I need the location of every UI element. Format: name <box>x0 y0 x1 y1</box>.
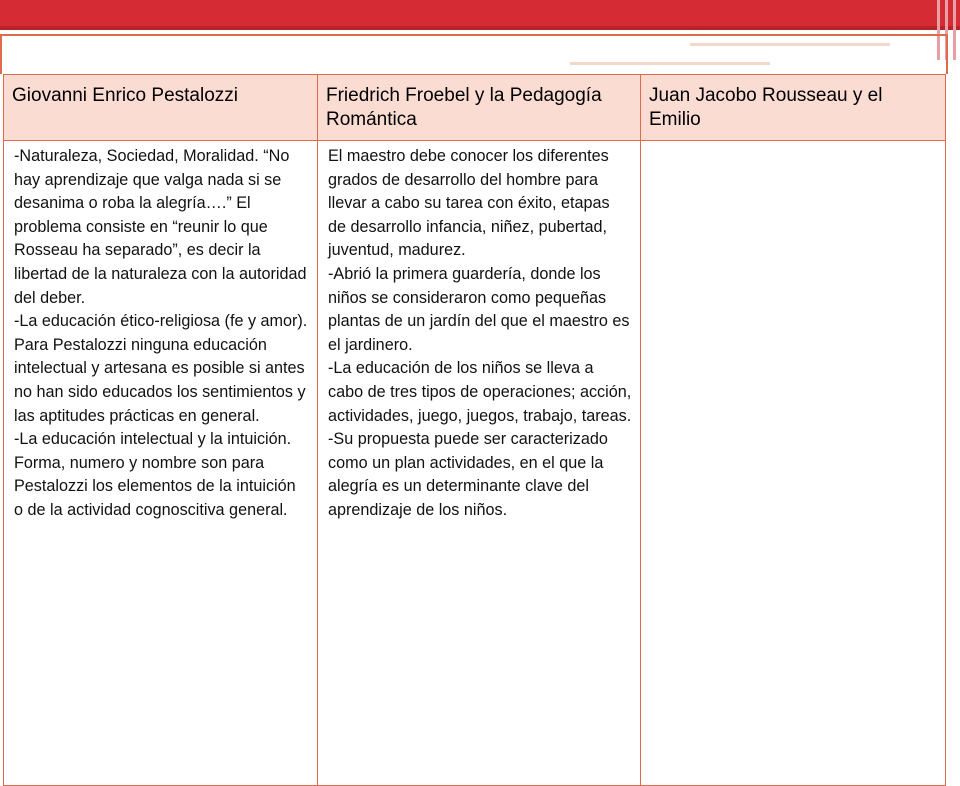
top-banner-shade <box>0 26 960 30</box>
slide-frame-top <box>0 34 948 36</box>
header-rousseau: Juan Jacobo Rousseau y el Emilio <box>641 75 946 141</box>
froebel-paragraph: -La educación de los niños se lleva a cabo de tres tipos de operaciones; acción, actividades, juego, juegos, trabajo, tareas. <box>328 359 632 425</box>
decorative-line <box>570 62 770 65</box>
cell-rousseau <box>641 141 946 786</box>
froebel-paragraph: -Abrió la primera guardería, donde los niños se consideraron como pequeñas plantas de un jardín del que el maestro es el jardinero. <box>328 264 630 354</box>
froebel-paragraph: -Su propuesta puede ser caracterizado como un plan actividades, en el que la alegría es un determinante clave del aprendizaje de los niños. <box>328 430 608 519</box>
table-header-row <box>4 75 946 141</box>
froebel-paragraph: El maestro debe conocer los diferentes grados de desarrollo del hombre para llevar a cabo su tarea con éxito, etapas de desarrollo infancia, niñez, pubertad, juventud, madurez. <box>328 147 610 260</box>
decorative-stripe <box>937 0 940 60</box>
decorative-line <box>690 43 890 46</box>
header-froebel: Friedrich Froebel y la Pedagogía Romántica <box>318 75 641 141</box>
cell-froebel <box>318 141 641 786</box>
pestalozzi-paragraph: -La educación ético-religiosa (fe y amor). Para Pestalozzi ninguna educación intelectual y artesana es posible si antes no han sido educados los sentimientos y las aptitudes prácticas en general. <box>14 312 308 425</box>
decorative-stripes <box>920 0 960 60</box>
table-row <box>4 141 946 786</box>
comparison-table <box>3 74 946 786</box>
cell-pestalozzi <box>4 141 318 786</box>
header-pestalozzi: Giovanni Enrico Pestalozzi <box>4 75 318 141</box>
decorative-stripe <box>953 0 956 60</box>
pestalozzi-paragraph: -Naturaleza, Sociedad, Moralidad. “No hay aprendizaje que valga nada si se desanima o roba la alegría….” El problema consiste en “reunir lo que Rosseau ha separado”, es decir la libertad de la naturaleza con la autoridad del deber. <box>14 147 307 307</box>
pestalozzi-paragraph: -La educación intelectual y la intuición. Forma, numero y nombre son para Pestalozzi los elementos de la intuición o de la actividad cognoscitiva general. <box>14 430 296 519</box>
slide-frame-left <box>0 34 2 74</box>
slide-frame-right <box>946 34 948 74</box>
